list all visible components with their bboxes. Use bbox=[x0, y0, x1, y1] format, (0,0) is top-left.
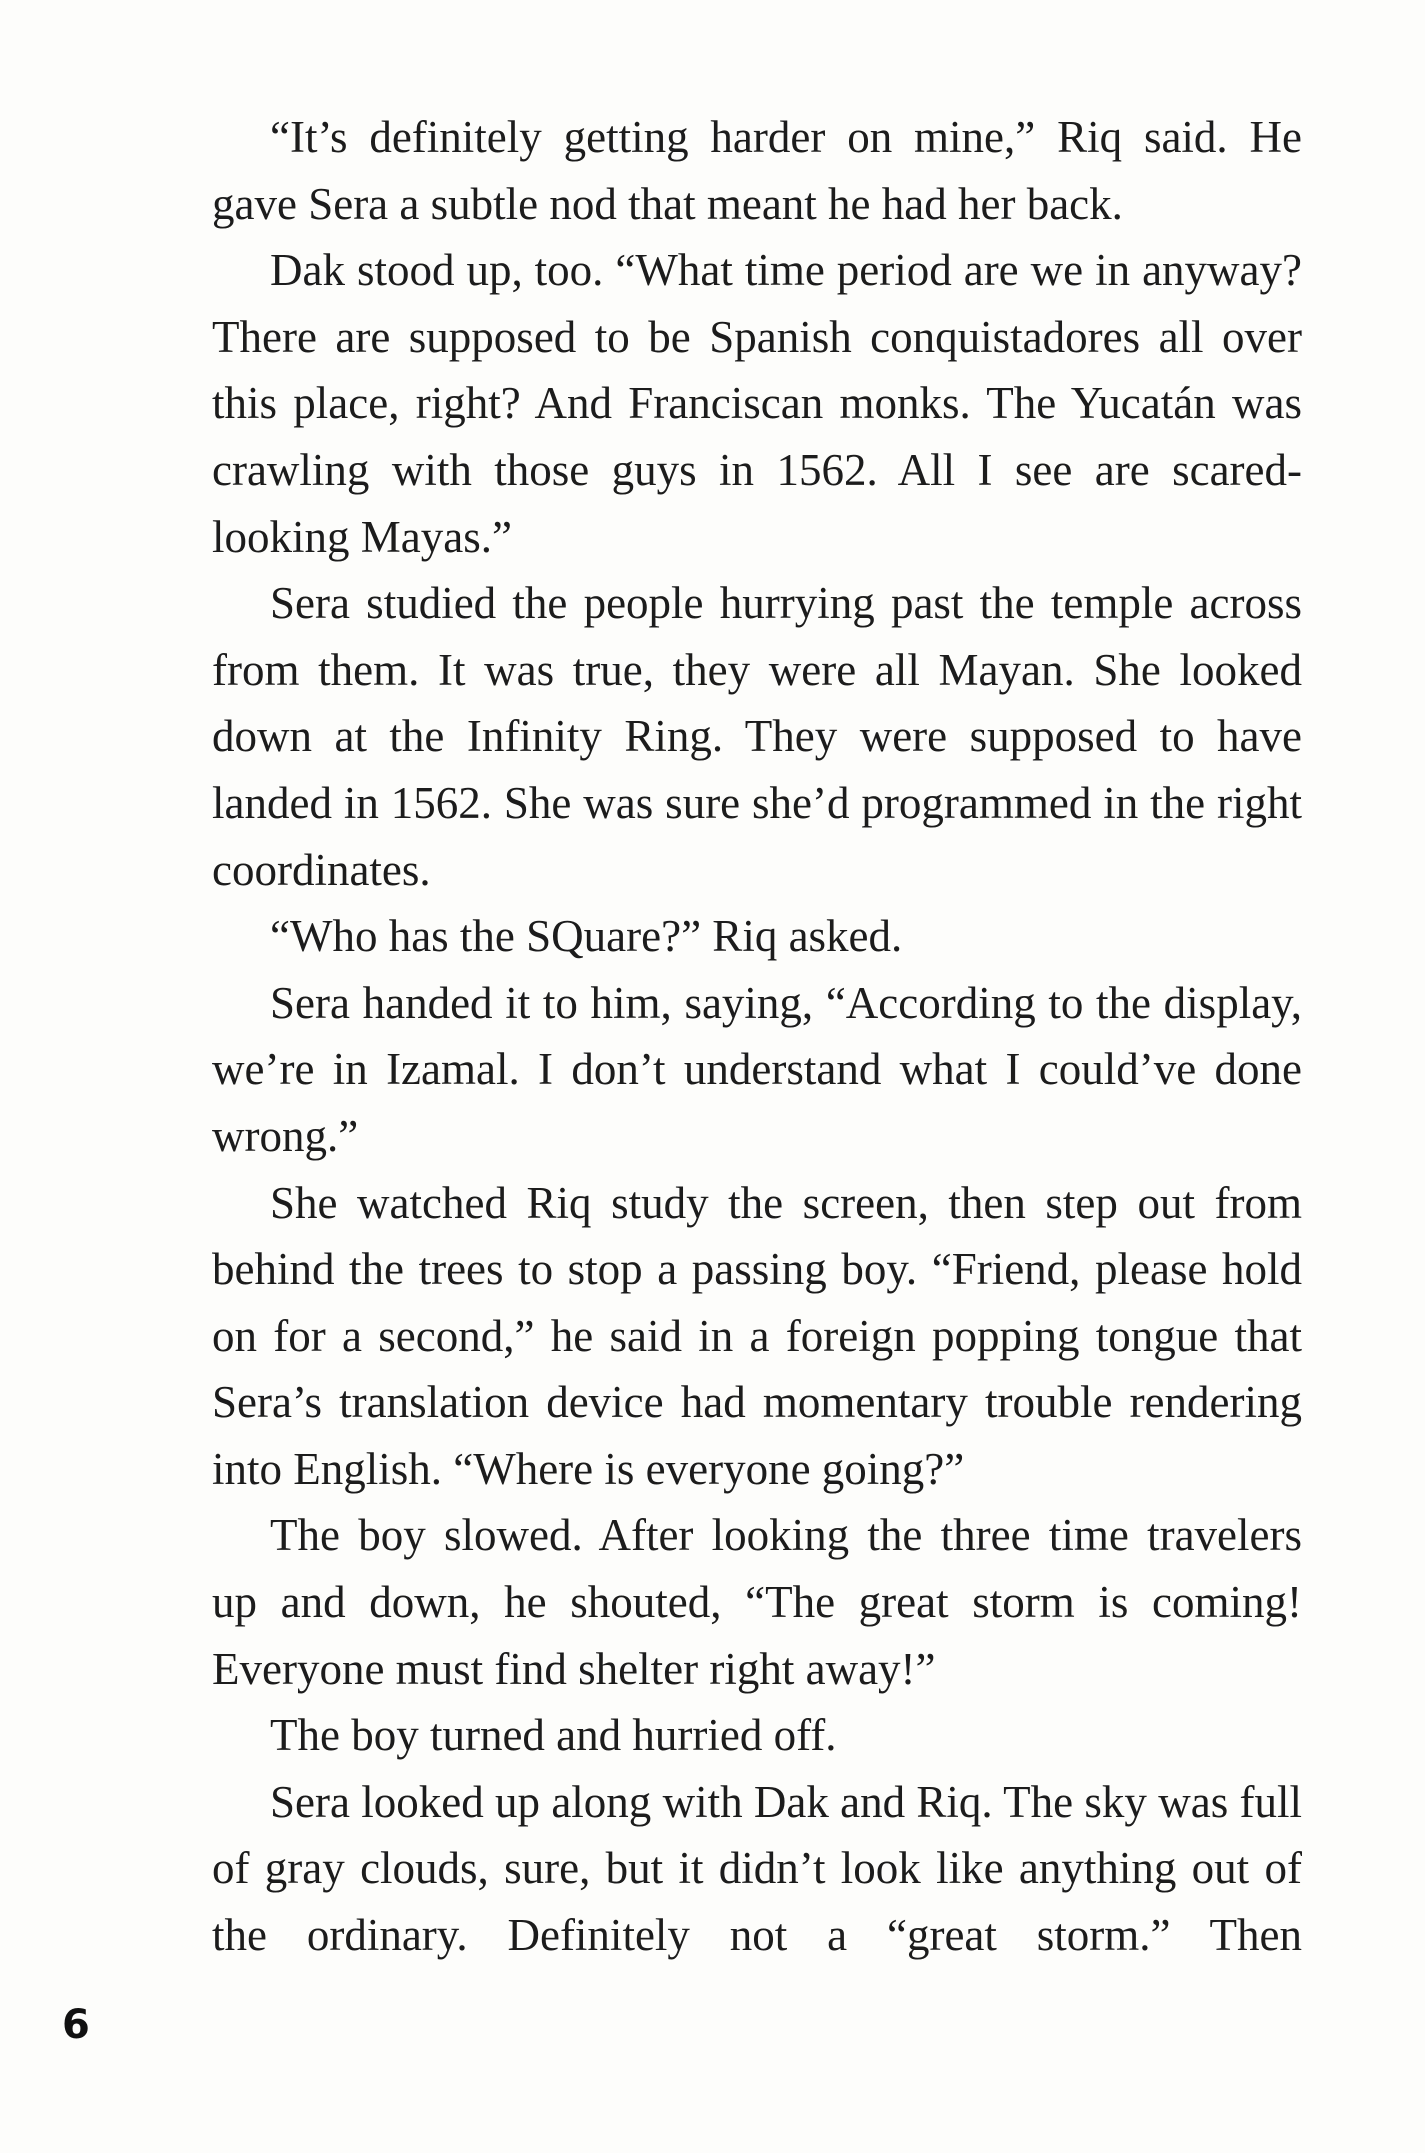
paragraph: Sera handed it to him, saying, “According to the display, we’re in Izamal. I don’t understand what I could’ve done wrong.” bbox=[212, 977, 1302, 1161]
page-body bbox=[212, 104, 1302, 1969]
paragraph: Sera studied the people hurrying past the temple across from them. It was true, they were all Mayan. She looked down at the Infinity Ring. They were supposed to have landed in 1562. She was sure she’d programmed in the right coordinates. bbox=[212, 578, 1302, 895]
paragraph-last: Sera looked up along with Dak and Riq. The sky was full of gray clouds, sure, but it didn’t look like anything out of the ordinary. Definitely not a “great storm.” Then bbox=[212, 1776, 1302, 1961]
paragraph: “It’s definitely getting harder on mine,” Riq said. He gave Sera a subtle nod that meant he had her back. bbox=[212, 112, 1302, 229]
paragraph: The boy turned and hurried off. bbox=[270, 1710, 837, 1761]
paragraph: She watched Riq study the screen, then step out from behind the trees to stop a passing boy. “Friend, please hold on for a second,” he said in a foreign popping tongue that Sera’s translation device had momentary trouble rendering into English. “Where is everyone going?” bbox=[212, 1177, 1302, 1494]
paragraph: “Who has the SQuare?” Riq asked. bbox=[270, 911, 903, 962]
page-number: 6 bbox=[62, 2002, 90, 2048]
paragraph: The boy slowed. After looking the three time travelers up and down, he shouted, “The great storm is coming! Everyone must find shelter right away!” bbox=[212, 1510, 1302, 1694]
paragraph: Dak stood up, too. “What time period are we in anyway? There are supposed to be Spanish conquistadores all over this place, right? And Franciscan monks. The Yucatán was crawling with those guys in 1562. All I see are scared-looking Mayas.” bbox=[212, 245, 1302, 562]
